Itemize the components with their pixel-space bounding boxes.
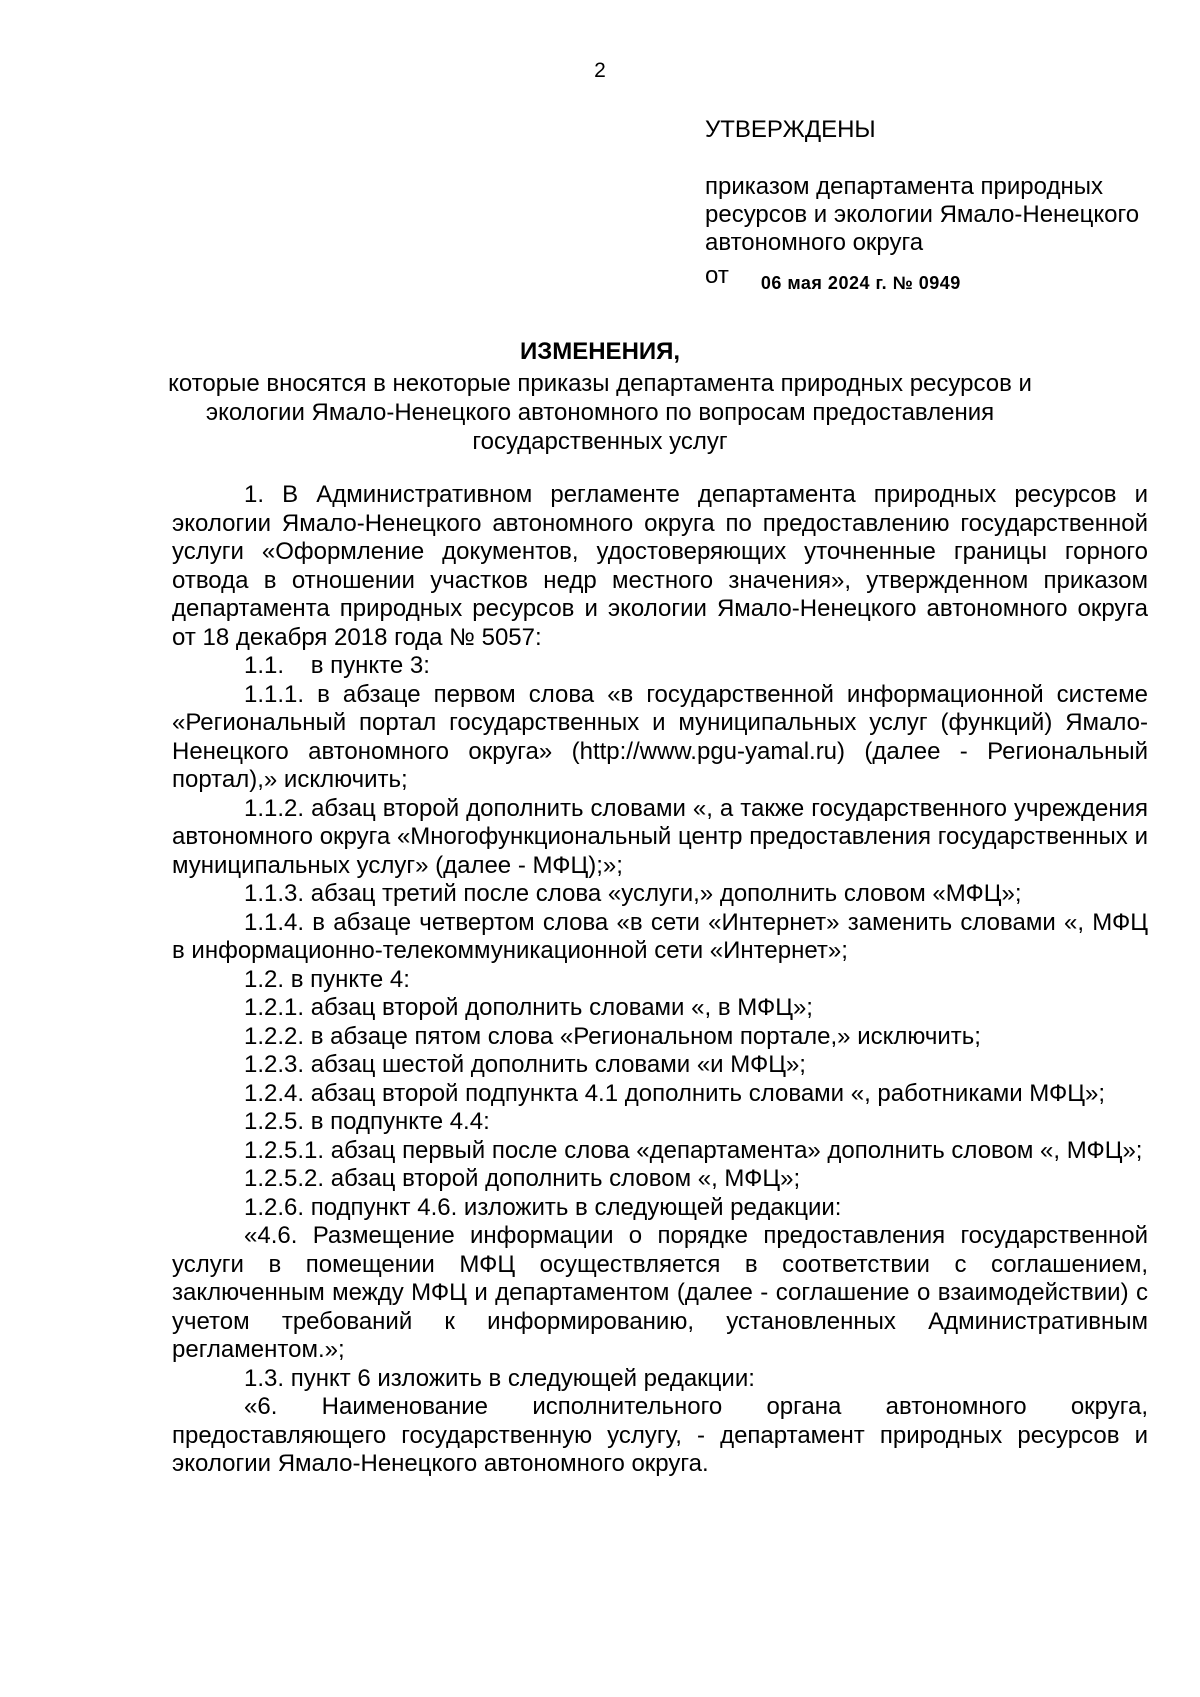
paragraph: «4.6. Размещение информации о порядке предоставления государственной услуги в помещении МФЦ осуществляется в соответствии с соглашением, заключенным между МФЦ и департаментом (далее - соглашение о взаимодействии) с учетом требований к информированию, установленных Административным регламентом.»; (172, 1222, 1148, 1363)
approval-body: приказом департамента природных ресурсов и экологии Ямало-Ненецкого автономного округа (705, 173, 1140, 256)
paragraph: 1. В Административном регламенте департамента природных ресурсов и экологии Ямало-Ненецкого автономного округа по предоставлению государственной услуги «Оформление документов, удостоверяющих уточненные границы горного отвода в отношении участков недр местного значения», утвержденном приказом департамента природных ресурсов и экологии Ямало-Ненецкого автономного округа от 18 декабря 2018 года № 5057: (172, 481, 1148, 651)
paragraph: 1.2.5.2. абзац второй дополнить словом «, МФЦ»; (244, 1165, 801, 1192)
paragraph: 1.1. в пункте 3: (244, 652, 430, 679)
paragraph: 1.1.2. абзац второй дополнить словами «, а также государственного учреждения автономного округа «Многофункциональный центр предоставления государственных и муниципальных услуг» (далее - МФЦ);»; (172, 794, 1148, 879)
paragraph: 1.2.6. подпункт 4.6. изложить в следующей редакции: (244, 1193, 842, 1221)
approval-date-value: 06 мая 2024 г. № 0949 (760, 273, 961, 293)
page-number: 2 (594, 59, 606, 82)
paragraph: 1.2.5. в подпункте 4.4: (244, 1108, 490, 1135)
document-subheading: которые вносятся в некоторые приказы департамента природных ресурсов и экологии Ямало-Ненецкого автономного по вопросам предоставления государственных услуг (168, 370, 1032, 455)
paragraph: 1.2.1. абзац второй дополнить словами «, в МФЦ»; (244, 994, 813, 1021)
paragraph: 1.3. пункт 6 изложить в следующей редакции: (244, 1364, 755, 1392)
paragraph: 1.2.5.1. абзац первый после слова «департамента» дополнить словом «, МФЦ»; (244, 1136, 1143, 1164)
paragraph: 1.2.3. абзац шестой дополнить словами «и МФЦ»; (244, 1051, 806, 1078)
document-body (172, 481, 1148, 1479)
paragraph: 1.1.1. в абзаце первом слова «в государственной информационной системе «Региональный портал государственных и муниципальных услуг (функций) Ямало-Ненецкого автономного округа» (http://www.pgu-yamal.ru) (далее - Региональный портал),» исключить; (172, 680, 1148, 793)
paragraph: 1.2.4. абзац второй подпункта 4.1 дополнить словами «, работниками МФЦ»; (244, 1079, 1106, 1107)
paragraph: 1.2. в пункте 4: (244, 965, 410, 993)
paragraph: 1.2.2. в абзаце пятом слова «Региональном портале,» исключить; (244, 1022, 981, 1050)
approval-date (705, 262, 1175, 297)
paragraph: 1.1.3. абзац третий после слова «услуги,» дополнить словом «МФЦ»; (244, 880, 1022, 907)
approval-date-prefix: от (705, 262, 729, 289)
paragraph: 1.1.4. в абзаце четвертом слова «в сети «Интернет» заменить словами «, МФЦ в информационно-телекоммуникационной сети «Интернет»; (172, 908, 1148, 964)
approval-title: УТВЕРЖДЕНЫ (705, 116, 876, 143)
paragraph: «6. Наименование исполнительного органа автономного округа, предоставляющего государственную услугу, - департамент природных ресурсов и экологии Ямало-Ненецкого автономного округа. (172, 1393, 1148, 1477)
document-heading: ИЗМЕНЕНИЯ, (519, 338, 681, 365)
